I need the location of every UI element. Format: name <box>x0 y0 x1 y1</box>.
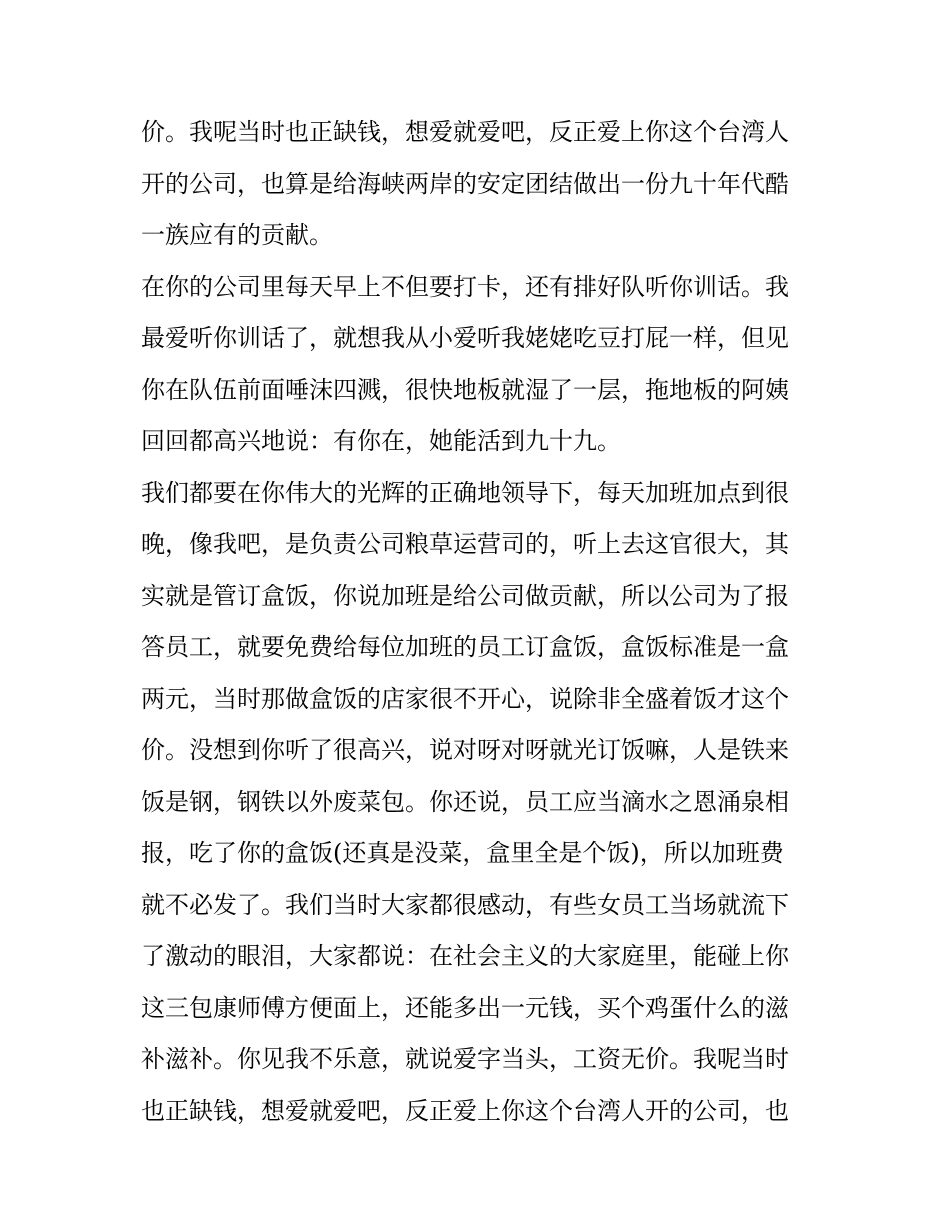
text-line: 最爱听你训话了，就想我从小爱听我姥姥吃豆打屁一样，但见 <box>141 324 789 352</box>
text-line: 了激动的眼泪，大家都说：在社会主义的大家庭里，能碰上你 <box>141 942 789 970</box>
text-line: 这三包康师傅方便面上，还能多出一元钱，买个鸡蛋什么的滋 <box>141 993 789 1022</box>
text-line: 在你的公司里每天早上不但要打卡，还有排好队听你训话。我 <box>141 272 789 301</box>
text-line: 就不必发了。我们当时大家都很感动，有些女员工当场就流下 <box>141 890 789 919</box>
text-line: 答员工，就要免费给每位加班的员工订盒饭，盒饭标准是一盒 <box>141 633 789 661</box>
text-line: 价。我呢当时也正缺钱，想爱就爱吧，反正爱上你这个台湾人 <box>141 118 789 146</box>
text-line: 我们都要在你伟大的光辉的正确地领导下，每天加班加点到很 <box>141 478 789 507</box>
text-line: 价。没想到你听了很高兴，说对呀对呀就光订饭嘛，人是铁来 <box>141 736 789 764</box>
text-line: 实就是管订盒饭，你说加班是给公司做贡献，所以公司为了报 <box>141 581 789 610</box>
body-text <box>141 107 813 1137</box>
text-line: 一族应有的贡献。 <box>141 221 333 249</box>
text-line: 饭是钢，钢铁以外废菜包。你还说，员工应当滴水之恩涌泉相 <box>141 787 789 816</box>
text-line: 你在队伍前面唾沫四溅，很快地板就湿了一层，拖地板的阿姨 <box>141 375 789 404</box>
text-line: 两元，当时那做盒饭的店家很不开心，说除非全盛着饭才这个 <box>141 684 789 713</box>
text-line: 也正缺钱，想爱就爱吧，反正爱上你这个台湾人开的公司，也 <box>141 1096 789 1125</box>
text-line: 开的公司，也算是给海峡两岸的安定团结做出一份九十年代酷 <box>141 169 789 198</box>
text-line: 补滋补。你见我不乐意，就说爱字当头，工资无价。我呢当时 <box>141 1045 789 1073</box>
text-line: 晚，像我吧，是负责公司粮草运营司的，听上去这官很大，其 <box>141 530 789 558</box>
text-line: 回回都高兴地说：有你在，她能活到九十九。 <box>141 427 621 455</box>
text-line: 报，吃了你的盒饭(还真是没菜，盒里全是个饭)，所以加班费 <box>141 839 784 867</box>
